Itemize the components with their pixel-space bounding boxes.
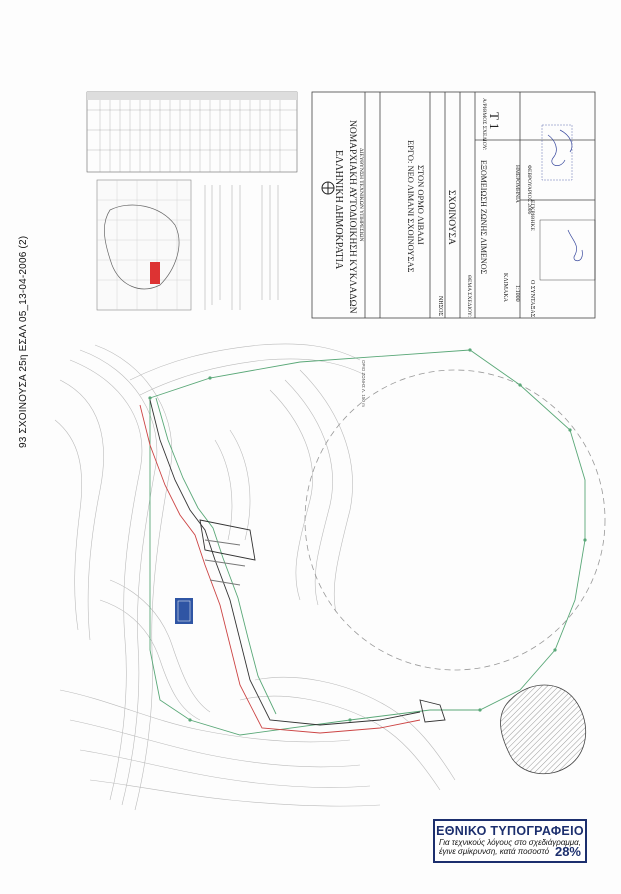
author-label: Ο ΣΥΝΤΑΞΑΣ	[529, 280, 535, 318]
zone-label: ΟΡΙΟ ΖΩΝΗΣ Λ. 150 m	[361, 360, 366, 407]
boundary-vertices	[148, 348, 586, 721]
island-label: ΝΗΣΟΣ	[437, 296, 443, 316]
stamp-title: ΕΘΝΙΚΟ ΤΥΠΟΓΡΑΦΕΙΟ	[436, 824, 584, 838]
island-value: ΣΧΟΙΝΟΥΣΑ	[446, 190, 456, 245]
sheet-label: Α/ΡΙΘΜΟΣ ΣΧΕΔΙΟΥ:	[481, 98, 487, 151]
breakwater	[140, 398, 445, 733]
national-printing-stamp	[433, 819, 587, 863]
project-line2: ΣΤΟΝ ΟΡΜΟ ΛΙΒΑΔΙ	[416, 165, 426, 245]
date-value: ΦΕΒΡΟΥΑΡΙΟΣ 2006	[526, 165, 532, 215]
stamp-line2: έγινε σμίκρυνση, κατά ποσοστό	[439, 847, 550, 856]
island-hatched	[501, 685, 586, 774]
approval-label: ΕΓΚΡΙΘΗΚΕ	[529, 200, 535, 231]
stamp-percent: 28%	[554, 844, 581, 859]
scale-value: 1:1000	[514, 285, 520, 302]
port-zone-boundary	[150, 350, 585, 735]
authority-line3: ΔΙΕΥΘΥΝΣΗ ΤΕΧΝΙΚΩΝ ΥΠΗΡΕΣΙΩΝ	[358, 148, 364, 242]
zone-circle	[305, 370, 605, 670]
project-line1: ΕΡΓΟ: ΝΕΟ ΛΙΜΑΝΙ ΣΧΟΙΝΟΥΣΑΣ	[406, 140, 416, 273]
document-header: 93 ΣΧΟΙΝΟΥΣΑ 25η ΕΣΑΛ 05_13-04-2006 (2)	[18, 235, 29, 448]
port-building	[175, 598, 193, 624]
contour-lines	[55, 344, 455, 810]
location-inset-map	[97, 180, 191, 310]
notes-lines	[205, 185, 278, 310]
signatures	[548, 130, 582, 261]
authority-line1: ΕΛΛΗΝΙΚΗ ΔΗΜΟΚΡΑΤΙΑ	[333, 150, 344, 270]
date-label: ΗΜΕΡΟΜΗΝΙΑ	[514, 165, 520, 203]
authority-line2: ΝΟΜΑΡΧΙΑΚΗ ΑΥΤΟΔΙΟΙΚΗΣΗ ΚΥΚΛΑΔΩΝ	[347, 120, 357, 314]
coordinates-table	[87, 92, 297, 172]
scale-label: ΚΛΙΜΑΚΑ	[502, 273, 508, 303]
subject-value: ΕΞΟΜΕΙΩΣΗ ΖΩΝΗΣ ΛΙΜΕΝΟΣ	[479, 160, 488, 275]
sheet-value: Τ 1	[487, 112, 502, 130]
stamp-line1: Για τεχνικούς λόγους στο σχεδιάγραμμα,	[439, 838, 581, 847]
subject-label: ΘΕΜΑ ΣΧΕΔΙΟΥ:	[466, 275, 472, 317]
